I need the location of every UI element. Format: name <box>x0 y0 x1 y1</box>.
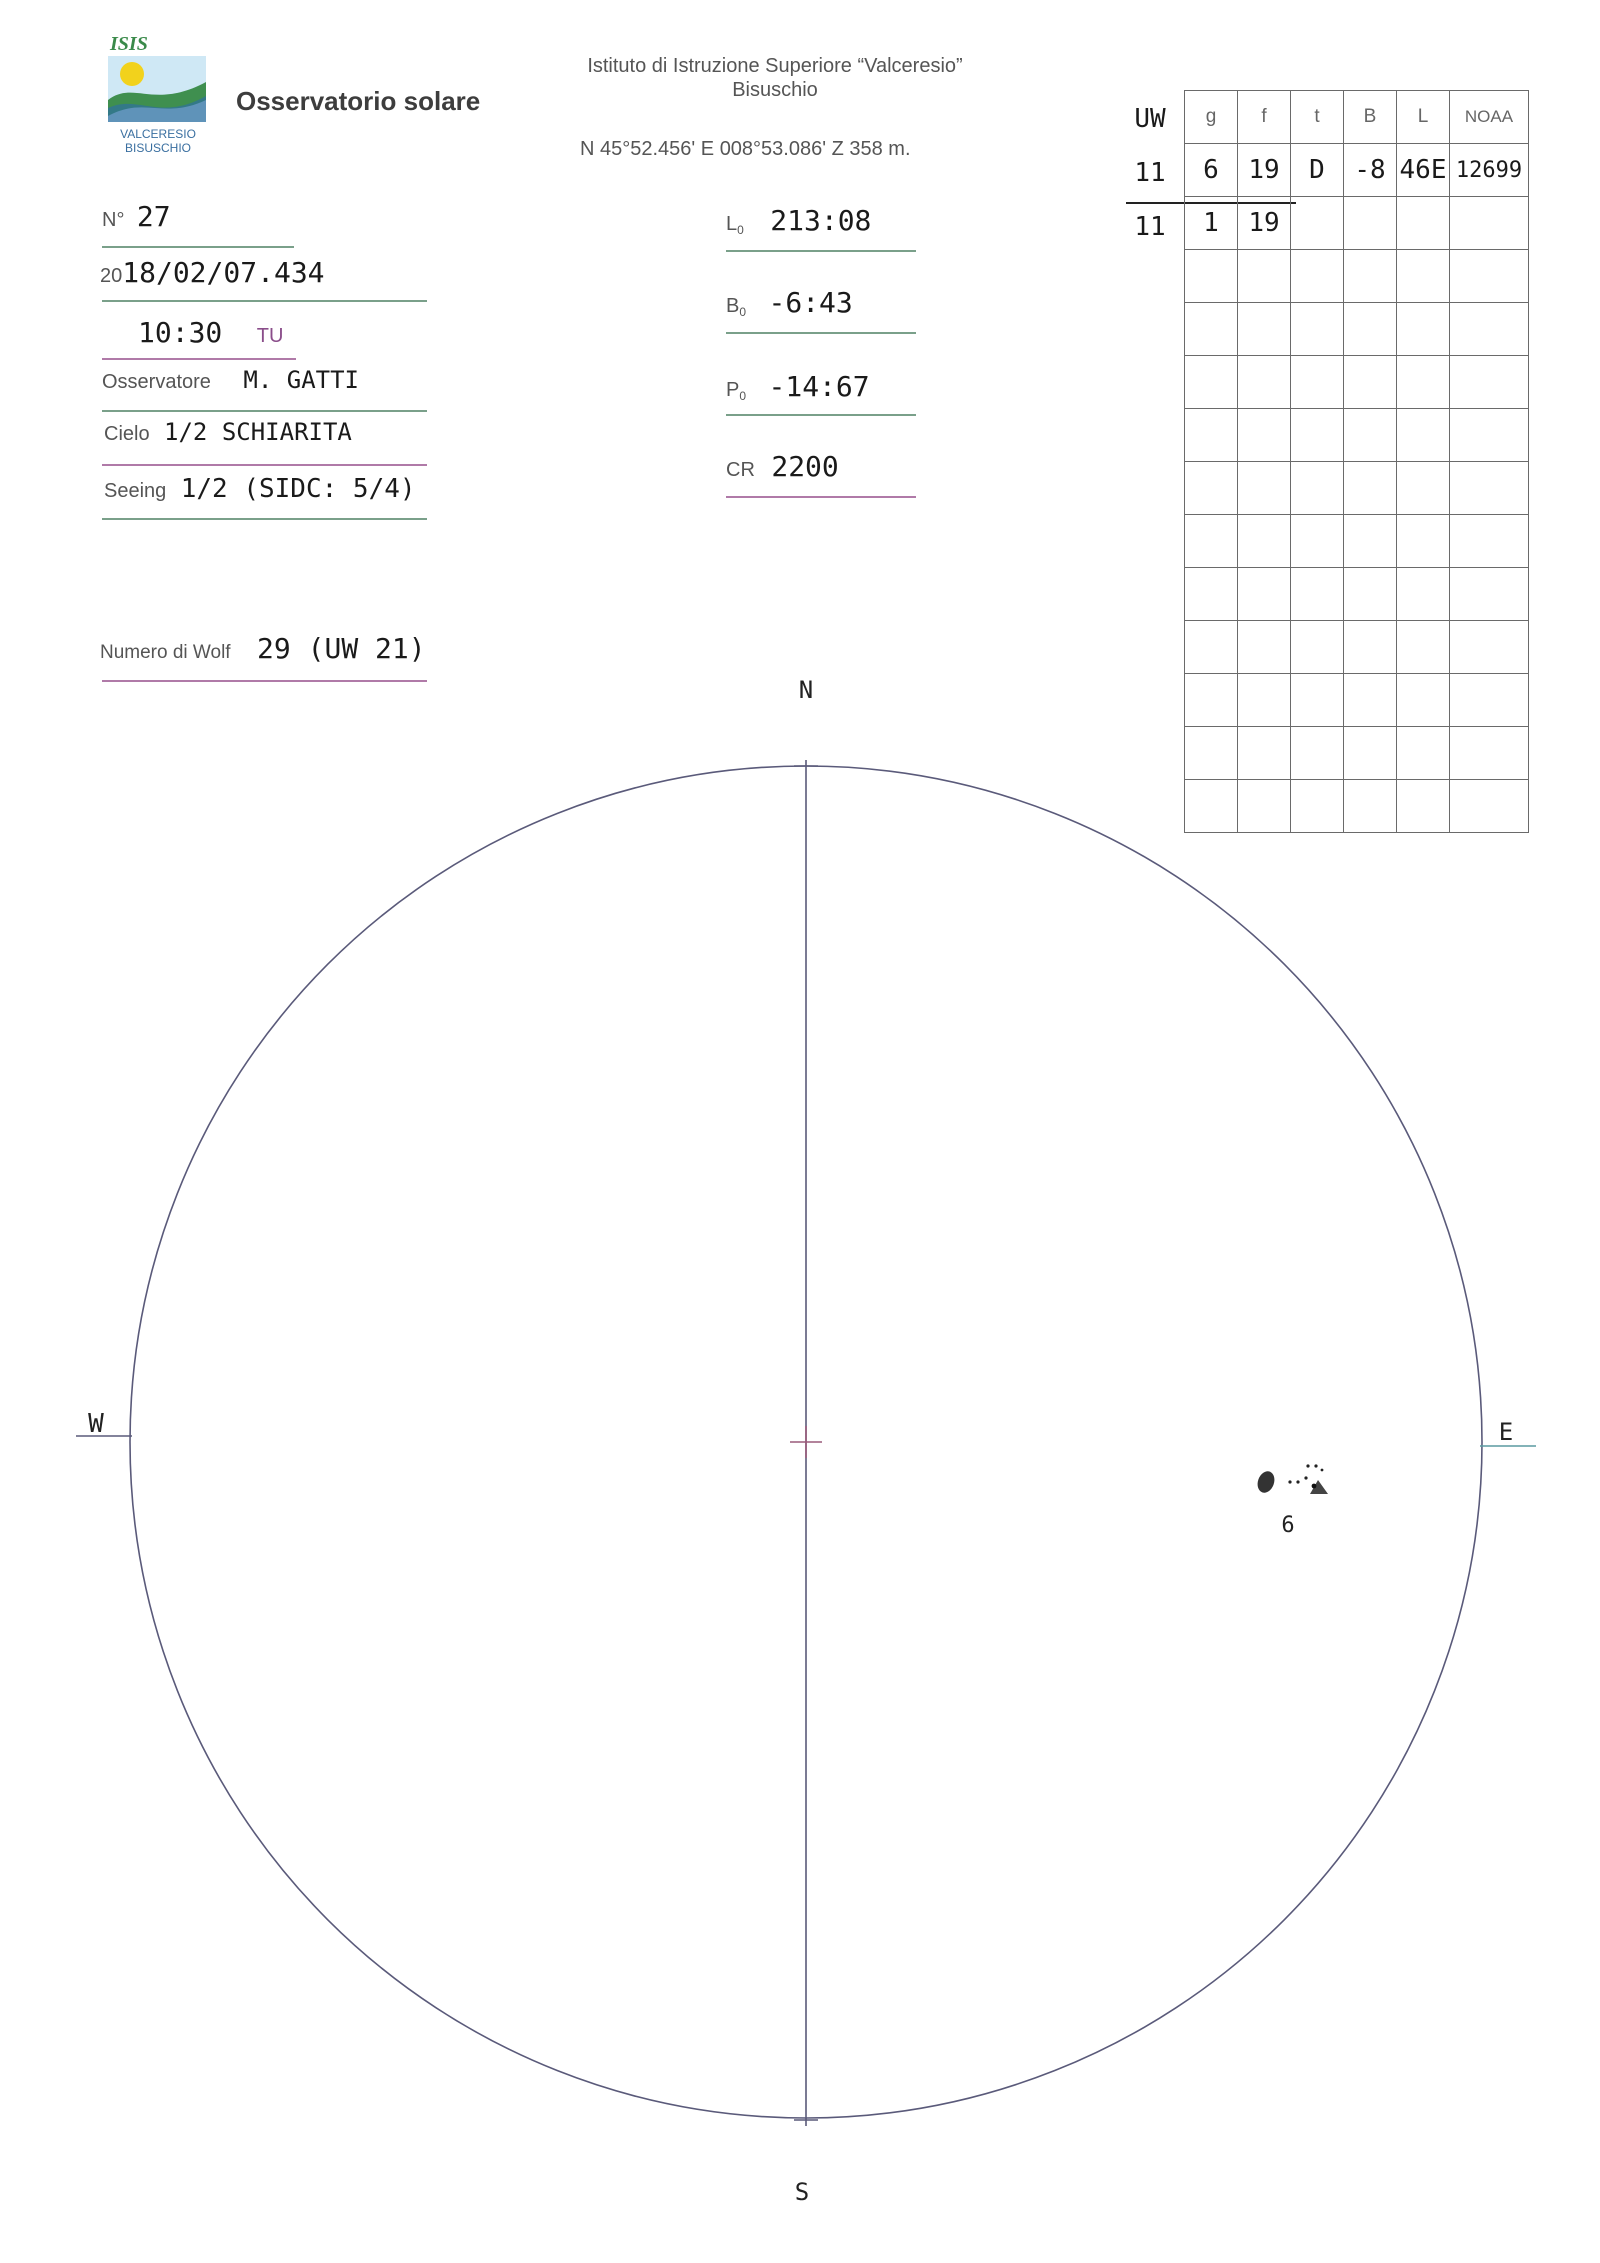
sunspot-leader <box>1255 1469 1278 1495</box>
cr-label: CR <box>726 459 755 481</box>
p0-value: -14:67 <box>768 370 870 403</box>
header-b: B <box>1344 91 1397 144</box>
observer-label: Osservatore <box>102 371 211 393</box>
logo-text-top: ISIS <box>110 33 148 55</box>
report-number-label: N° <box>102 209 125 231</box>
wolf-value: 29 (UW 21) <box>257 632 426 665</box>
north-label: N <box>798 676 814 704</box>
report-number-value: 27 <box>136 200 171 233</box>
time-unit: TU <box>256 325 284 347</box>
sky-value: 1/2 SCHIARITA <box>164 418 352 446</box>
seeing-label: Seeing <box>104 480 167 502</box>
institute-town: Bisuschio <box>732 79 818 101</box>
institute-name: Istituto di Istruzione Superiore “Valceresio” <box>587 55 963 77</box>
sunspot-group-label: 6 <box>1281 1513 1295 1538</box>
row1-l: 46E <box>1397 144 1450 197</box>
row1-noaa: 12699 <box>1450 144 1529 197</box>
date-value: 18/02/07.434 <box>122 256 325 289</box>
row1-b: -8 <box>1344 144 1397 197</box>
cr-value: 2200 <box>771 450 839 483</box>
observatory-coordinates: N 45°52.456' E 008°53.086' Z 358 m. <box>580 138 911 160</box>
p0-subscript: 0 <box>739 389 747 404</box>
east-label: E <box>1498 1418 1514 1446</box>
wolf-label: Numero di Wolf <box>100 642 231 663</box>
row1-t: D <box>1291 144 1344 197</box>
l0-subscript: 0 <box>737 223 744 238</box>
header-noaa: NOAA <box>1450 91 1529 144</box>
uw-row-1: 11 <box>1134 158 1166 188</box>
west-label: W <box>88 1409 104 1439</box>
observer-value: M. GATTI <box>243 366 359 394</box>
row1-f: 19 <box>1238 144 1291 197</box>
b0-label: B <box>726 295 740 317</box>
l0-label: L <box>726 213 738 235</box>
l0-value: 213:08 <box>770 204 872 237</box>
sunspot-group-6 <box>1255 1464 1328 1495</box>
logo-text-bottom-2: BISUSCHIO <box>124 141 192 155</box>
header-l: L <box>1397 91 1450 144</box>
time-value: 10:30 <box>138 316 223 349</box>
south-label: S <box>794 2178 810 2206</box>
uw-row-2: 11 <box>1134 212 1166 242</box>
p0-label: P <box>726 379 740 401</box>
logo-text-bottom-1: VALCERESIO <box>120 127 196 141</box>
date-printed-prefix: 20 <box>100 265 123 287</box>
b0-value: -6:43 <box>768 286 853 319</box>
row1-g: 6 <box>1185 144 1238 197</box>
row2-g: 1 <box>1185 197 1238 250</box>
header-t: t <box>1291 91 1344 144</box>
header-g: g <box>1185 91 1238 144</box>
row2-f: 19 <box>1238 197 1291 250</box>
seeing-value: 1/2 (SIDC: 5/4) <box>180 474 416 504</box>
b0-subscript: 0 <box>739 305 747 320</box>
header-f: f <box>1238 91 1291 144</box>
uw-header: UW <box>1134 104 1166 134</box>
sky-label: Cielo <box>104 423 150 445</box>
observatory-title: Osservatorio solare <box>236 86 481 116</box>
